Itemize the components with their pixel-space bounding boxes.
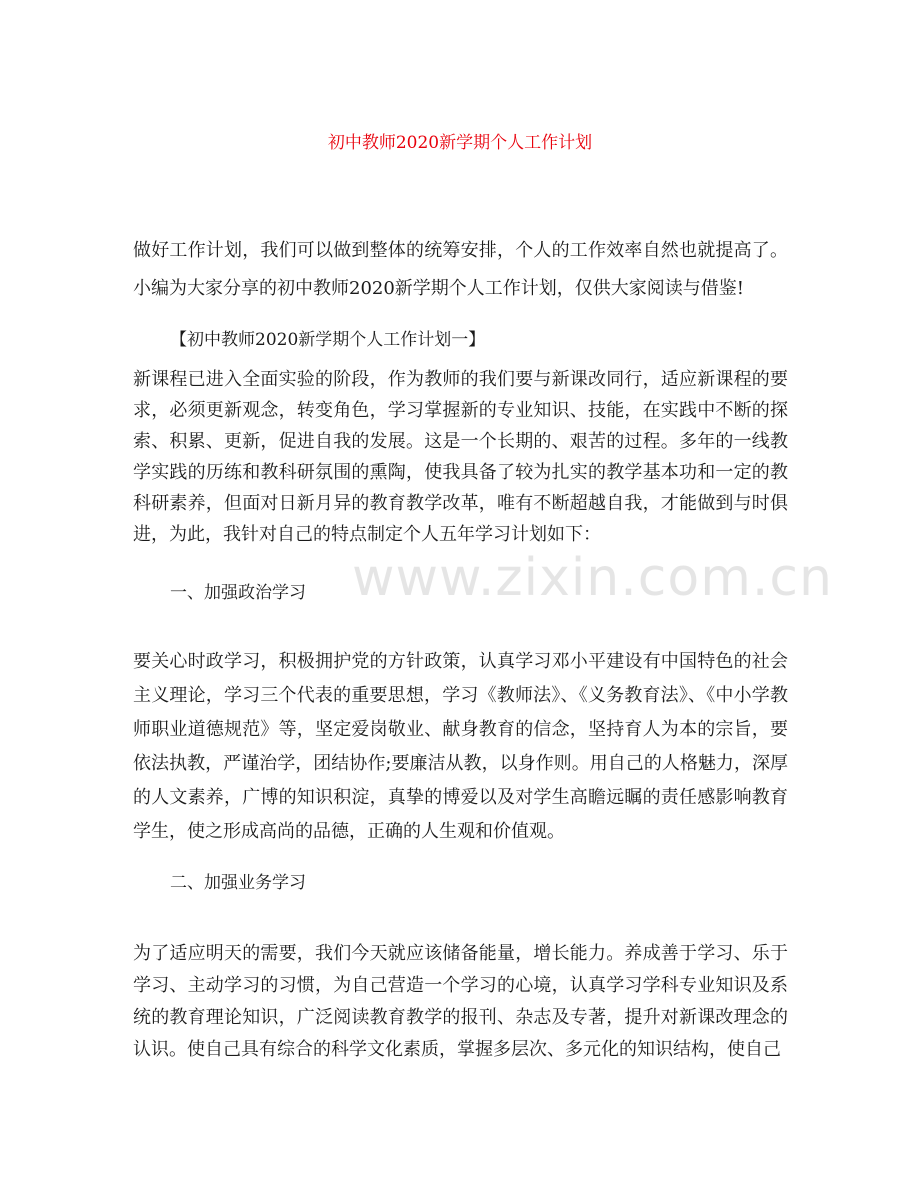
section-heading-political-study: 一、加强政治学习 xyxy=(170,583,306,603)
plan-heading: 【初中教师2020新学期个人工作计划一】 xyxy=(170,330,486,350)
section-heading-professional-study: 二、加强业务学习 xyxy=(170,873,306,893)
document-title: 初中教师2020新学期个人工作计划 xyxy=(327,133,593,153)
paragraph-3: 为了适应明天的需要，我们今天就应该储备能量，增长能力。养成善于学习、乐于学习、主动学习的习惯，为自己营造一个学习的心境，认真学习学科专业知识及系统的教育理论知识，广泛阅读教育教学的报刊、杂志及专著，提升对新课改理念的认识。使自己具有综合的科学文化素质，掌握多层次、多元化的知识结构，使自己 xyxy=(133,943,788,1060)
paragraph-2: 要关心时政学习，积极拥护党的方针政策，认真学习邓小平建设有中国特色的社会主义理论，学习三个代表的重要思想，学习《教师法》、《义务教育法》、《中小学教师职业道德规范》等，坚定爱岗敬业、献身教育的信念，坚持育人为本的宗旨，要依法执教，严谨治学，团结协作;要廉洁从教，以身作则。用自己的人格魅力，深厚的人文素养，广博的知识积淀，真挚的博爱以及对学生高瞻远瞩的责任感影响教育学生，使之形成高尚的品德，正确的人生观和价值观。 xyxy=(133,651,788,842)
paragraph-1: 新课程已进入全面实验的阶段，作为教师的我们要与新课改同行，适应新课程的要求，必须更新观念，转变角色，学习掌握新的专业知识、技能，在实践中不断的探索、积累、更新，促进自我的发展。这是一个长期的、艰苦的过程。多年的一线教学实践的历练和教科研氛围的熏陶，使我具备了较为扎实的教学基本功和一定的教科研素养，但面对日新月异的教育教学改革，唯有不断超越自我，才能做到与时俱进，为此，我针对自己的特点制定个人五年学习计划如下： xyxy=(133,369,788,545)
site-watermark: www.zixin.com.cn xyxy=(352,548,833,608)
intro-paragraph: 做好工作计划，我们可以做到整体的统筹安排，个人的工作效率自然也就提高了。小编为大家分享的初中教师2020新学期个人工作计划，仅供大家阅读与借鉴! xyxy=(133,240,788,299)
